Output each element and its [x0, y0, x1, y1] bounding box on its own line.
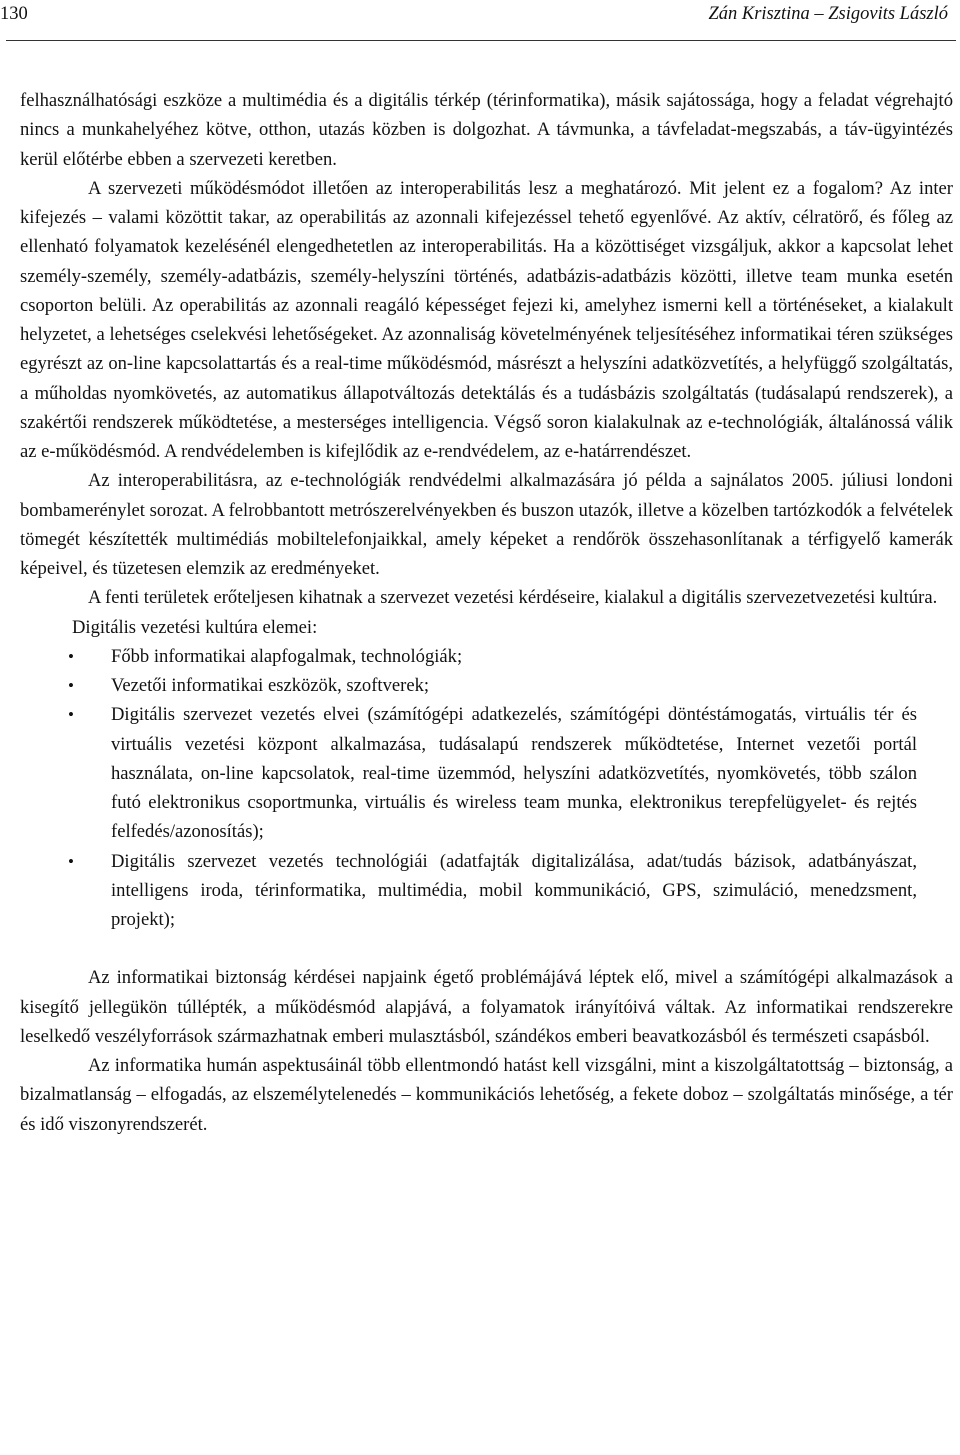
bullet-icon: •: [68, 851, 74, 871]
paragraph-6: Az informatika humán aspektusáinál több ellentmondó hatást kell vizsgálni, mint a kiszolgáltatottság – biztonság, a bizalmatlanság – elfogadás, az elszemélytelenedés – kommunikációs lehetőség, a fekete doboz – szolgáltatás minősége, a tér és idő viszonyrendszerét.: [20, 1055, 953, 1135]
list-item: [20, 847, 953, 935]
list-item-text: Digitális szervezet vezetés elvei (számítógépi adatkezelés, számítógépi döntéstámogatás, virtuális tér és virtuális vezetési központ alkalmazása, tudásalapú rendszerek működtetése, Internet vezetői portál használata, on-line kapcsolatok, real-time üzemmód, helyszíni adatközvetítés, nyomkövetés, több szálon futó elektronikus csoportmunka, virtuális és wireless team munka, elektronikus terepfelügyelet- és rejtés felfedés/azonosítás);: [111, 704, 917, 843]
bullet-icon: •: [68, 705, 74, 725]
list-intro: Digitális vezetési kultúra elemei:: [72, 616, 318, 638]
paragraph-1: felhasználhatósági eszköze a multimédia és a digitális térkép (térinformatika), másik sajátossága, hogy a feladat végrehajtó nincs a munkahelyéhez kötve, otthon, utazás közben is dolgozhat. A távmunka, a távfeladat-megszabás, a táv-ügyintézés kerül előtérbe ebben a szervezeti keretben.: [20, 90, 953, 170]
header-rule: [6, 40, 956, 41]
running-head-authors: Zán Krisztina – Zsigovits László: [708, 4, 948, 24]
page-number: 130: [0, 4, 28, 24]
paragraph-4: A fenti területek erőteljesen kihatnak a szervezet vezetési kérdéseire, kialakul a digitális szervezetvezetési kultúra.: [88, 587, 938, 609]
paragraph-2: A szervezeti működésmódot illetően az interoperabilitás lesz a meghatározó. Mit jelent ez a fogalom? Az inter kifejezés – valami közöttit takar, az operabilitás az azonnali kifejezéssel tehető egyenlővé. Az aktív, célratörő, és főleg az ellenható folyamatok kezelésénél elengedhetetlen az interoperabilitás. Ha a közöttiséget vizsgáljuk, akkor a kapcsolat lehet személy-személy, személy-adatbázis, személy-helyszíni történés, adatbázis-adatbázis közötti, illetve team munka esetén csoporton belüli. Az operabilitás az azonnali reagáló képességet fejezi ki, amelyhez ismerni kell a történéseket, a kialakult helyzetet, a lehetséges cselekvési lehetőségeket. Az azonnaliság követelményének teljesítéséhez informatikai téren szükséges egyrészt az on-line kapcsolattartás és a real-time működésmód, másrészt a helyszíni adatközvetítés, a helyfüggő szolgáltatás, a műholdas nyomkövetés, az automatikus állapotváltozás detektálás és a tudásbázis szolgáltatás (tudásalapú rendszerek), a szakértői rendszerek működtetése, a mesterséges intelligencia. Végső soron kialakulnak az e-technológiák, általánossá válik az e-működésmód. A rendvédelemben is kifejlődik az e-rendvédelem, az e-határrendészet.: [20, 177, 953, 462]
bullet-list: [20, 642, 953, 935]
paragraph-3: Az interoperabilitásra, az e-technológiák rendvédelmi alkalmazására jó példa a sajnálatos 2005. júliusi londoni bombamerénylet sorozat. A felrobbantott metrószerelvényekben és buszon utazók, illetve a közelben tartózkodók a felvételek tömegét készítették multimédiás mobiltelefonjaikkal, amely képeket a rendőrök összehasonlítanak a térfigyelő kamerák képeivel, és tüzetesen elemzik az eredményeket.: [20, 470, 953, 579]
page-body: [20, 86, 953, 1139]
page-header: [0, 0, 960, 40]
list-item: [20, 642, 953, 671]
list-item-text: Digitális szervezet vezetés technológiái (adatfajták digitalizálása, adat/tudás bázisok, adatbányászat, intelligens iroda, térinformatika, multimédia, mobil kommunikáció, GPS, szimuláció, menedzsment, projekt);: [111, 850, 917, 930]
list-item-text: Vezetői informatikai eszközök, szoftverek;: [111, 675, 430, 696]
list-item: [20, 700, 953, 846]
bullet-icon: •: [68, 676, 74, 695]
list-item: [20, 671, 953, 700]
paragraph-5: Az informatikai biztonság kérdései napjaink égető problémájává léptek elő, mivel a számítógépi alkalmazások a kisegítő jellegükön túllépték, a működésmód alapjává, a folyamatok irányítóivá váltak. Az informatikai rendszerekre leselkedő veszélyforrások származhatnak emberi mulasztásból, szándékos emberi beavatkozásból és természeti csapásból.: [20, 967, 953, 1047]
bullet-icon: •: [68, 646, 74, 666]
list-item-text: Főbb informatikai alapfogalmak, technológiák;: [111, 645, 463, 667]
